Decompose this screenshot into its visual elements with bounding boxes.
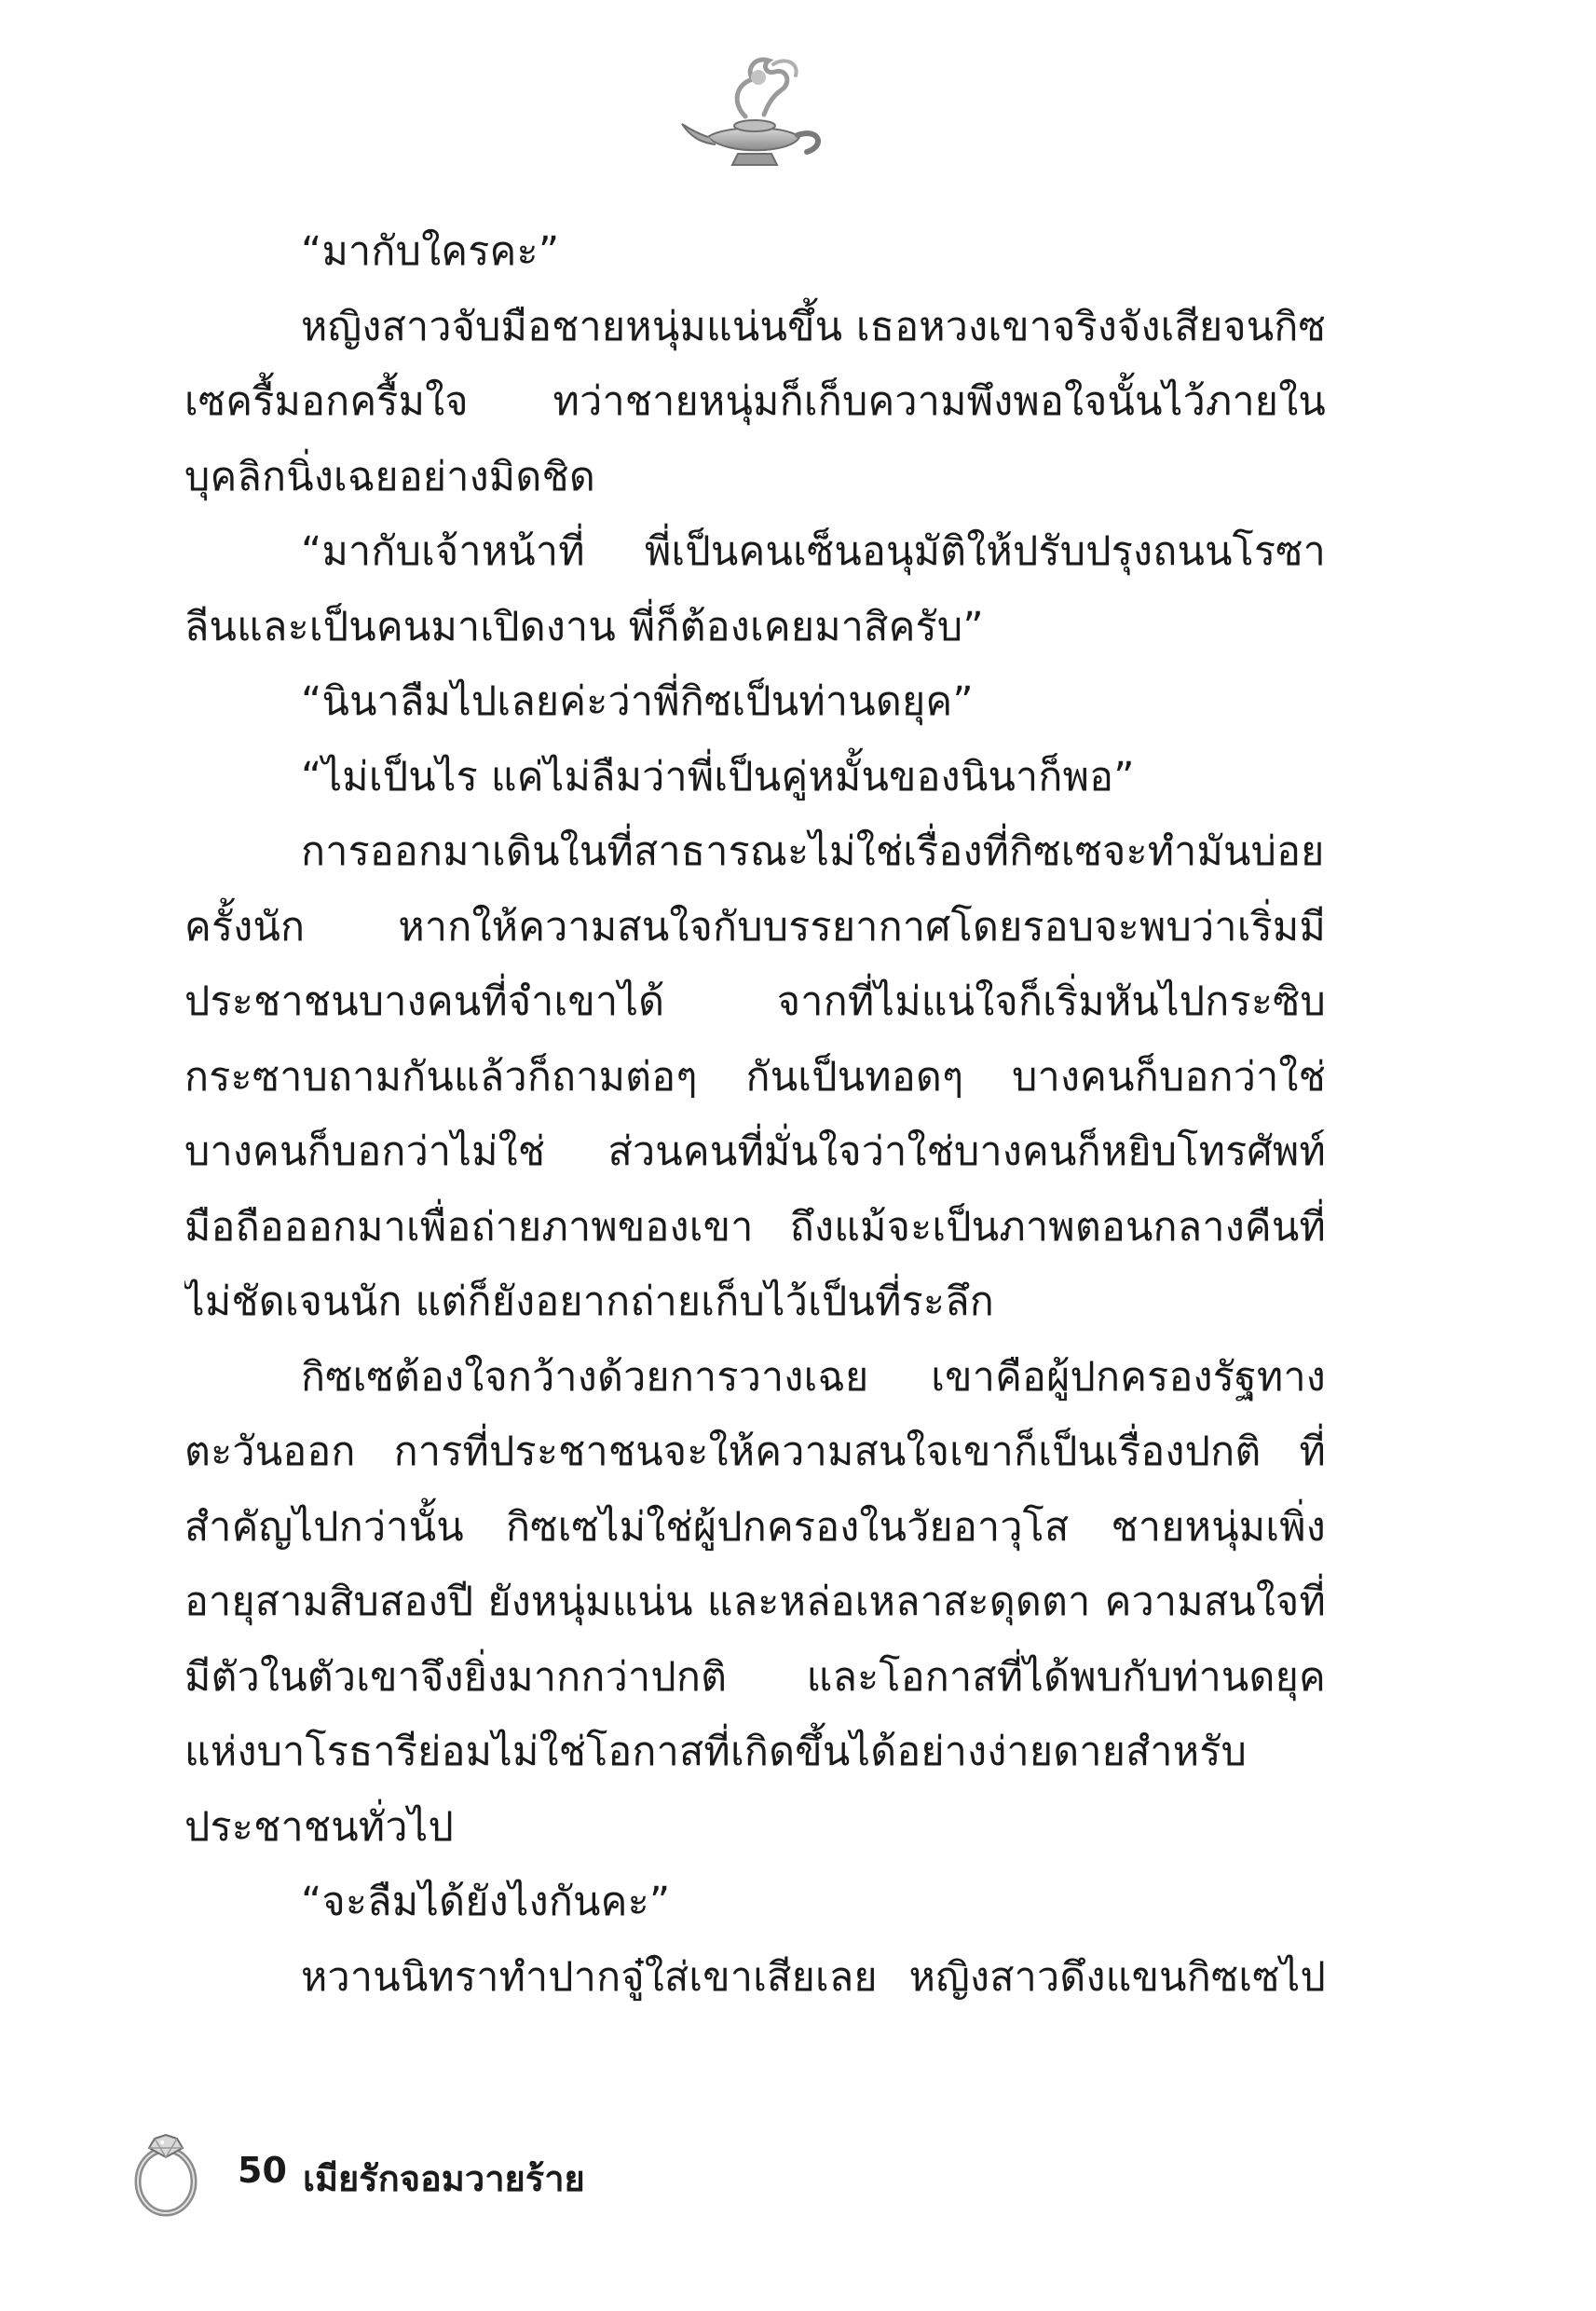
paragraph: “มากับเจ้าหน้าที่ พี่เป็นคนเซ็นอนุมัติให้ปรับปรุงถนนโรซาลีนและเป็นคนมาเปิดงาน พี่ก็ต้องเคยมาสิครับ” — [184, 528, 1326, 650]
book-title: เมียรักจอมวายร้าย — [303, 2158, 585, 2199]
paragraph: “ไม่เป็นไร แค่ไม่ลืมว่าพี่เป็นคู่หมั้นของนินาก็พอ” — [301, 753, 1135, 800]
body-text — [184, 214, 1326, 2013]
paragraph: กิซเซต้องใจกว้างด้วยการวางเฉย เขาคือผู้ปกครองรัฐทางตะวันออก การที่ประชาชนจะให้ความสนใจเขาก็เป็นเรื่องปกติ ที่สำคัญไปกว่านั้น กิซเซไม่ใช่ผู้ปกครองในวัยอาวุโส ชายหนุ่มเพิ่งอายุสามสิบสองปี ยังหนุ่มแน่น และหล่อเหลาสะดุดตา ความสนใจที่มีตัวในตัวเขาจึงยิ่งมากกว่าปกติ และโอกาสที่ได้พบกับท่านดยุคแห่งบาโรธารีย่อมไม่ใช่โอกาสที่เกิดขึ้นได้อย่างง่ายดายสำหรับประชาชนทั่วไป — [184, 1353, 1326, 1851]
page-footer — [121, 2120, 866, 2222]
paragraph: “จะลืมได้ยังไงกันคะ” — [301, 1879, 671, 1925]
paragraph: “มากับใครคะ” — [301, 228, 560, 275]
paragraph: หวานนิทราทำปากจู๋ใส่เขาเสียเลย หญิงสาวดึงแขนกิซเซไป — [301, 1953, 1326, 2001]
lamp-genie-icon — [680, 51, 829, 182]
paragraph: หญิงสาวจับมือชายหนุ่มแน่นขึ้น เธอหวงเขาจริงจังเสียจนกิซเซครื้มอกครื้มใจ ทว่าชายหนุ่มก็เก็บความพึงพอใจนั้นไว้ภายในบุคลิกนิ่งเฉยอย่างมิดชิด — [184, 303, 1326, 500]
page-number: 50 — [238, 2150, 287, 2191]
diamond-ring-icon — [121, 2120, 205, 2222]
paragraph: “นินาลืมไปเลยค่ะว่าพี่กิซเป็นท่านดยุค” — [301, 678, 974, 725]
paragraph: การออกมาเดินในที่สาธารณะไม่ใช่เรื่องที่กิซเซจะทำมันบ่อยครั้งนัก หากให้ความสนใจกับบรรยากาศโดยรอบจะพบว่าเริ่มมีประชาชนบางคนที่จำเขาได้ จากที่ไม่แน่ใจก็เริ่มหันไปกระซิบกระซาบถามกันแล้วก็ถามต่อๆ กันเป็นทอดๆ บางคนก็บอกว่าใช่ บางคนก็บอกว่าไม่ใช่ ส่วนคนที่มั่นใจว่าใช่บางคนก็หยิบโทรศัพท์มือถือออกมาเพื่อถ่ายภาพของเขา ถึงแม้จะเป็นภาพตอนกลางคืนที่ไม่ชัดเจนนัก แต่ก็ยังอยากถ่ายเก็บไว้เป็นที่ระลึก — [184, 828, 1326, 1325]
